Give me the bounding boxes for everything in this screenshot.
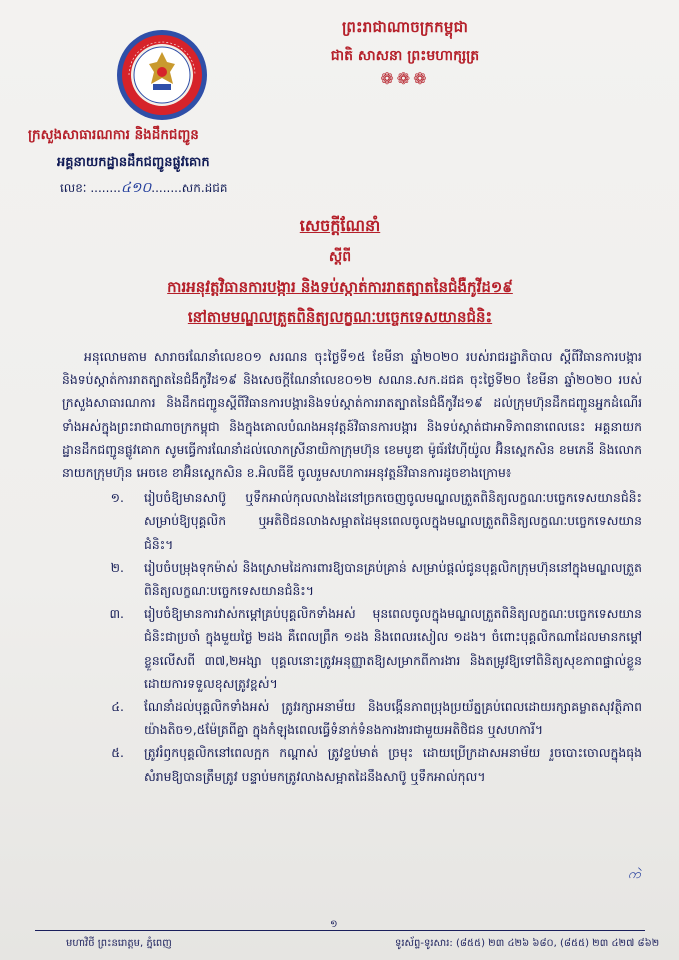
item-number: ៥. <box>111 745 124 761</box>
item-number: ១. <box>110 490 124 506</box>
page-number: ១ <box>330 919 338 930</box>
item-number: ៤. <box>111 699 124 715</box>
ref-prefix: លេខៈ ........ <box>60 181 121 195</box>
national-heading <box>295 18 515 88</box>
ministry-name: ក្រសួងសាធារណការ និងដឹកជញ្ជូន <box>28 127 199 143</box>
list-item <box>62 602 642 695</box>
reference-number <box>60 178 228 199</box>
department-name: អគ្គនាយកដ្ឋានដឹកជញ្ជូនផ្លូវគោក <box>57 155 210 170</box>
title-line-3: ការអនុវត្តវិធានការបង្ការ និងទប់ស្កាត់ការរាតត្បាតនៃជំងឺកូវីដ១៩ <box>167 278 513 296</box>
instruction-list <box>62 486 642 788</box>
footer-phone: ទូរស័ព្ទ-ទូរសារ: (៨៥៥) ២៣ ៤២៦ ៦៨០, (៨៥៥) ២៣ ៤២៧ ៨៦២ <box>395 938 660 949</box>
item-text: រៀបចំឱ្យមានសាប៊ូ ឬទឹកអាល់កុលលាងដៃនៅច្រកចេញចូលមណ្ឌលត្រួតពិនិត្យលក្ខណៈបច្ចេកទេសយានជំនិះ សម្រាប់ឱ្យបុគ្គលិក ឬអតិថិជនលាងសម្អាតដៃមុនពេលចូលក្នុងមណ្ឌលត្រួតពិនិត្យលក្ខណៈបច្ចេកទេសយានជំនិះ។ <box>144 490 642 552</box>
footer-divider <box>35 930 645 931</box>
national-motto: ជាតិ សាសនា ព្រះមហាក្សត្រ <box>330 48 480 64</box>
title-line-4: នៅតាមមណ្ឌលត្រួតពិនិត្យលក្ខណៈបច្ចេកទេសយានជំនិះ <box>187 308 493 326</box>
title-line-2: ស្ដីពី <box>328 249 352 265</box>
kingdom-title: ព្រះរាជាណាចក្រកម្ពុជា <box>341 18 469 36</box>
item-number: ៣. <box>109 606 124 622</box>
item-text: ត្រូវរំឭកបុគ្គលិកនៅពេលក្អក កណ្ដាស់ ត្រូវខ្ទប់មាត់ ច្រមុះ ដោយប្រើក្រដាសអនាម័យ រួចបោះចោលក្នុងធុងសំរាមឱ្យបានត្រឹមត្រូវ បន្ទាប់មកត្រូវលាងសម្អាតដៃនឹងសាប៊ូ ឬទឹកអាល់កុល។ <box>144 745 642 784</box>
ref-suffix: ........សក.ដជគ <box>151 181 228 195</box>
ministry-logo <box>115 28 209 122</box>
item-text: ណែនាំដល់បុគ្គលិកទាំងអស់ ត្រូវរក្សាអនាម័យ និងបង្កើនភាពប្រុងប្រយ័ត្នគ្រប់ពេលដោយរក្សាគម្លាតសុវត្ថិភាពយ៉ាងតិច១,៥ម៉ែត្រពីគ្នា ក្នុងកំឡុងពេលធ្វើទំនាក់ទំនងការងារជាមួយអតិថិជន ឬសហការី។ <box>144 699 642 738</box>
footer-address: មហាវិថី ព្រះនរោត្តម, ភ្នំពេញ <box>66 938 172 949</box>
document-title <box>60 215 620 330</box>
ref-handwritten-number: ៤១០ <box>120 180 152 196</box>
handwritten-initials: ကဲ <box>628 867 641 882</box>
title-line-1: សេចក្ដីណែនាំ <box>299 216 381 235</box>
intro-paragraph: អនុលោមតាម សារាចរណែនាំលេខ០១ សរណន ចុះថ្ងៃទី១៥ ខែមីនា ឆ្នាំ២០២០ របស់រាជរដ្ឋាភិបាល ស្ដីពីវិធានការបង្ការនិងទប់ស្កាត់ការរាតត្បាតនៃជំងឺកូវីដ១៩ និងសេចក្ដីណែនាំលេខ០១២ សណន.សក.ដជគ ចុះថ្ងៃទី២០ ខែមីនា ឆ្នាំ២០២០ របស់ក្រសួងសាធារណការ និងដឹកជញ្ជូនស្ដីពីវិធានការបង្ការនិងទប់ស្កាត់ការរាតត្បាតនៃជំងឺកូវីដ១៩ ដល់ក្រុមហ៊ុនដឹកជញ្ជូនអ្នកដំណើរទាំងអស់ក្នុងព្រះរាជាណាចក្រកម្ពុជា និងក្នុងគោលបំណងអនុវត្តន៍វិធានការបង្ការ និងទប់ស្កាត់ជាអាទិភាពនាពេលនេះ អគ្គនាយកដ្ឋានដឹកជញ្ជូនផ្លូវគោក សូមធ្វើការណែនាំដល់លោកស្រីនាយិកាក្រុមហ៊ុន ខេមបូឌា ម៉ូធ័រវែហ៊ីយ៉ូល អ៊ិនស្ពេកសិន ខមភេនី និងលោកនាយកក្រុមហ៊ុន អេចខេ ខាអ៊ិនស្ពេកសិន ខ.អិលធីឌី ចូលរួមសហការអនុវត្តន៍វិធានការដូចខាងក្រោម៖ <box>62 349 642 481</box>
item-text: រៀបចំបម្រុងទុកម៉ាស់ និងស្រោមដៃការពារឱ្យបានគ្រប់គ្រាន់ សម្រាប់ផ្ដល់ជូនបុគ្គលិកក្រុមហ៊ុននៅក្នុងមណ្ឌលត្រួតពិនិត្យលក្ខណៈបច្ចេកទេសយានជំនិះ។ <box>144 559 642 599</box>
list-item <box>62 741 642 787</box>
item-number: ២. <box>110 559 124 575</box>
item-text: រៀបចំឱ្យមានការវាស់កម្ដៅគ្រប់បុគ្គលិកទាំងអស់ មុនពេលចូលក្នុងមណ្ឌលត្រួតពិនិត្យលក្ខណៈបច្ចេកទេសយានជំនិះជាប្រចាំ ក្នុងមួយថ្ងៃ ២ដង គឺពេលព្រឹក ១ដង និងពេលរសៀល ១ដង។ ចំពោះបុគ្គលិកណាដែលមានកម្ដៅខ្លួនលើសពី ៣៧,២អង្សា បុគ្គលនោះត្រូវអនុញ្ញាតឱ្យសម្រាកពីការងារ និងតម្រូវឱ្យទៅពិនិត្យសុខភាពផ្ទាល់ខ្លួនដោយការទទួលខុសត្រូវខ្ពស់។ <box>144 606 642 691</box>
document-body <box>62 345 642 788</box>
ornament-divider: ❁❁❁ <box>380 69 430 88</box>
list-item <box>62 486 642 556</box>
list-item <box>62 556 642 602</box>
list-item <box>62 695 642 741</box>
